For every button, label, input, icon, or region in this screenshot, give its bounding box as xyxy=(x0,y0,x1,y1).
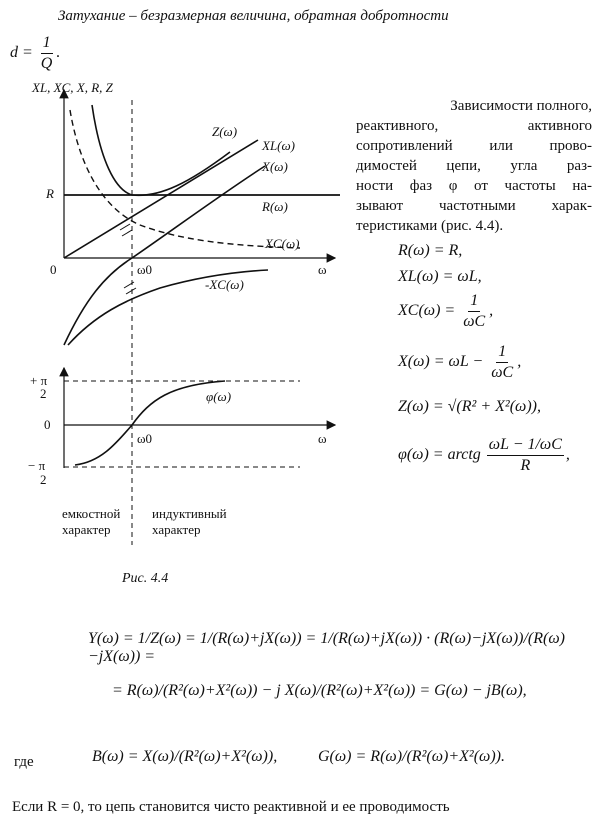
para-line: ности фаз φ от частоты на- xyxy=(356,178,592,194)
x-lhs: X(ω) = ωL − xyxy=(398,352,484,370)
top-axis-label: XL, XC, X, R, Z xyxy=(32,80,113,95)
damping-formula xyxy=(10,34,60,72)
para-line: димостей цепи, угла раз- xyxy=(356,158,592,174)
neg-xc-label: -XC(ω) xyxy=(205,277,244,292)
capacitive-line-2: характер xyxy=(62,522,111,537)
xc-den: ωC xyxy=(463,312,486,330)
para-line: Зависимости полного, xyxy=(450,98,592,114)
para-line: реактивного, активного xyxy=(356,118,592,134)
para-line: сопротивлений или прово- xyxy=(356,138,592,154)
r-axis-label: R xyxy=(46,186,54,201)
description-paragraph xyxy=(356,96,592,236)
xl-label: XL(ω) xyxy=(262,138,296,153)
intro-line: Затухание – безразмерная величина, обратная добротности xyxy=(58,8,449,24)
figure-caption: Рис. 4.4 xyxy=(122,571,169,586)
xc-curve xyxy=(70,110,300,248)
xc-label: XC(ω) xyxy=(265,236,300,251)
phi-lhs: φ(ω) = arctg xyxy=(398,445,481,463)
footer-line: Если R = 0, то цепь становится чисто реактивной и ее проводимость xyxy=(12,799,450,815)
phi-den: R xyxy=(520,456,531,474)
phi-num: ωL − 1/ωC xyxy=(487,436,564,456)
where-label: где xyxy=(14,754,34,770)
omega0-top-label: ω0 xyxy=(137,262,153,277)
r-label: R(ω) xyxy=(262,199,288,214)
x-num: 1 xyxy=(496,343,508,363)
inductive-line-1: индуктивный xyxy=(152,506,227,521)
admittance-line-2: = R(ω)/(R²(ω)+X²(ω)) − j X(ω)/(R²(ω)+X²(ω)) = G(ω) − jB(ω), xyxy=(112,682,527,699)
formula-z: Z(ω) = √(R² + X²(ω)), xyxy=(398,398,541,415)
omega-bottom-label: ω xyxy=(318,431,327,446)
formula-end: . xyxy=(56,43,61,61)
zero-top-label: 0 xyxy=(50,262,57,277)
x-den: ωC xyxy=(491,363,514,381)
equal-tick xyxy=(126,288,136,294)
x-curve xyxy=(64,166,265,345)
minus-pi-label: − π xyxy=(28,458,46,473)
capacitive-region-label xyxy=(62,506,120,538)
formula-xc: XC(ω) = $\frac{1}{\omega C}$ , xyxy=(398,292,494,330)
formula-num: 1 xyxy=(41,34,53,54)
omega0-bottom-label: ω0 xyxy=(137,431,153,446)
plus-pi-den: 2 xyxy=(40,386,47,401)
frequency-characteristics-figure xyxy=(0,70,350,560)
equal-tick xyxy=(122,230,132,236)
formula-phi: φ(ω) = arctg $\frac{\omega L - 1/\omega C}{R}$ , xyxy=(398,436,570,474)
g-definition: G(ω) = R(ω)/(R²(ω)+X²(ω)). xyxy=(318,748,505,765)
formula-r: R(ω) = R, xyxy=(398,242,463,259)
z-curve xyxy=(92,105,230,195)
z-label: Z(ω) xyxy=(212,124,238,139)
formula-den: Q xyxy=(40,54,53,72)
xc-num: 1 xyxy=(468,292,480,312)
para-line: зывают частотными харак- xyxy=(356,198,592,214)
formula-xl: XL(ω) = ωL, xyxy=(398,268,482,285)
x-label: X(ω) xyxy=(262,159,288,174)
equal-tick xyxy=(120,224,130,230)
formula-x: X(ω) = ωL − $\frac{1}{\omega C}$ , xyxy=(398,343,522,381)
xl-curve xyxy=(64,140,258,258)
phi-curve xyxy=(75,381,225,465)
xc-lhs: XC(ω) = xyxy=(398,301,456,319)
b-definition: B(ω) = X(ω)/(R²(ω)+X²(ω)), xyxy=(92,748,278,765)
omega-top-label: ω xyxy=(318,262,327,277)
formula-lhs: d = xyxy=(10,43,33,61)
inductive-region-label xyxy=(152,506,227,538)
plus-pi-label: + π xyxy=(30,373,48,388)
minus-pi-den: 2 xyxy=(40,472,47,487)
admittance-line-1: Y(ω) = 1/Z(ω) = 1/(R(ω)+jX(ω)) = 1/(R(ω)+jX(ω)) · (R(ω)−jX(ω))/(R(ω)−jX(ω)) = xyxy=(88,630,565,665)
zero-bottom-label: 0 xyxy=(44,417,51,432)
inductive-line-2: характер xyxy=(152,522,201,537)
para-line: теристиками (рис. 4.4). xyxy=(356,218,504,234)
capacitive-line-1: емкостной xyxy=(62,506,121,521)
phi-label: φ(ω) xyxy=(206,389,232,404)
